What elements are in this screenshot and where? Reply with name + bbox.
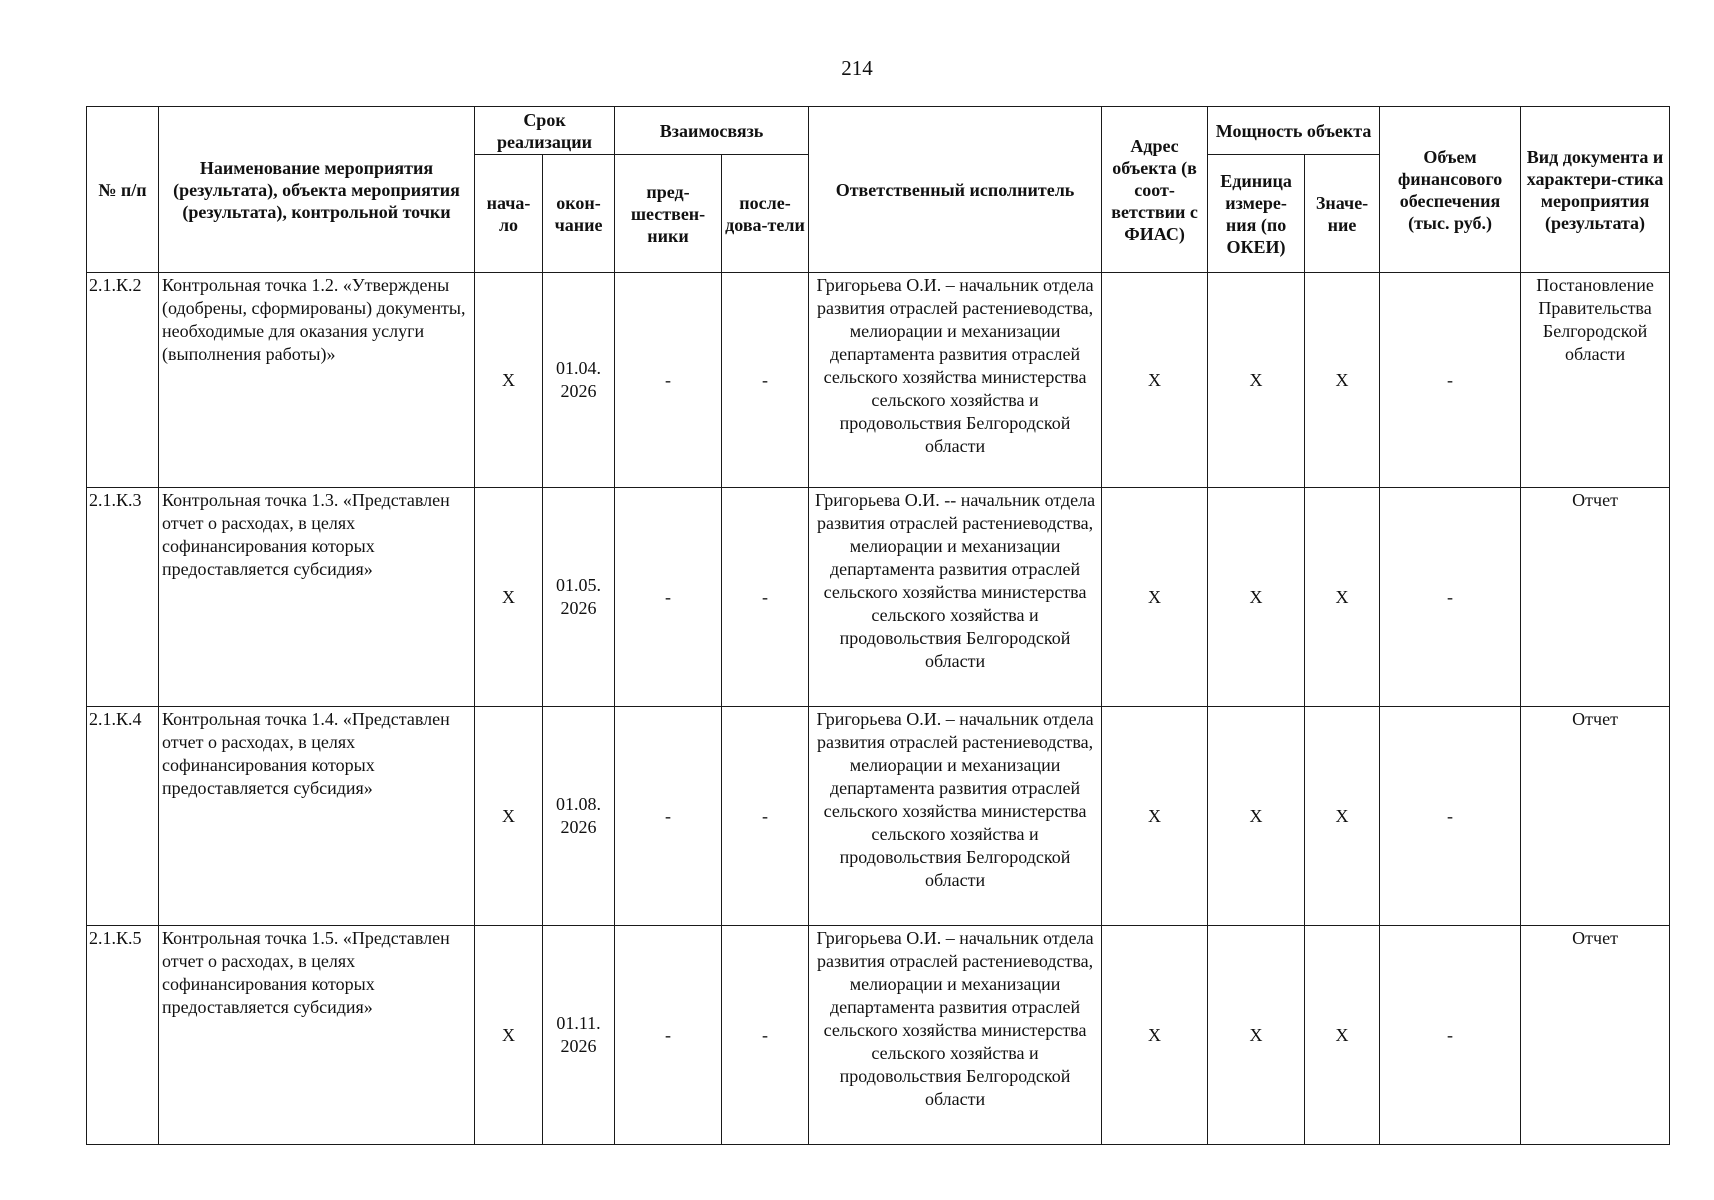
row-prev: -	[615, 273, 722, 488]
row-end: 01.11. 2026	[543, 926, 615, 1145]
row-start: X	[475, 926, 543, 1145]
row-address: X	[1102, 707, 1208, 926]
header-name: Наименование мероприятия (результата), объекта мероприятия (результата), контрольной точки	[159, 107, 475, 273]
header-financing: Объем финансового обеспечения (тыс. руб.)	[1380, 107, 1521, 273]
row-end: 01.04. 2026	[543, 273, 615, 488]
row-start: X	[475, 488, 543, 707]
row-financing: -	[1380, 926, 1521, 1145]
table-row	[87, 273, 1670, 488]
table-row	[87, 926, 1670, 1145]
page-number: 214	[841, 56, 873, 80]
row-value: X	[1305, 488, 1380, 707]
row-doc-type: Отчет	[1521, 926, 1670, 1145]
row-value: X	[1305, 273, 1380, 488]
header-address: Адрес объекта (в соот-ветствии с ФИАС)	[1102, 107, 1208, 273]
table-row	[87, 488, 1670, 707]
table-body	[87, 273, 1670, 1145]
header-link-prev: пред-шествен-ники	[615, 155, 722, 273]
row-doc-type: Отчет	[1521, 488, 1670, 707]
header-capacity-value: Значе-ние	[1305, 155, 1380, 273]
plan-table	[86, 106, 1670, 1145]
row-prev: -	[615, 926, 722, 1145]
row-responsible: Григорьева О.И. – начальник отдела развития отраслей растениеводства, мелиорации и механизации департамента развития отраслей сельского хозяйства министерства сельского хозяйства и продовольствия Белгородской области	[809, 273, 1102, 488]
row-num: 2.1.К.2	[87, 273, 159, 488]
row-doc-type: Постановление Правительства Белгородской области	[1521, 273, 1670, 488]
row-name: Контрольная точка 1.5. «Представлен отчет о расходах, в целях софинансирования которых предоставляется субсидия»	[159, 926, 475, 1145]
row-next: -	[722, 273, 809, 488]
row-num: 2.1.К.3	[87, 488, 159, 707]
row-address: X	[1102, 273, 1208, 488]
header-term-start: нача-ло	[475, 155, 543, 273]
row-start: X	[475, 707, 543, 926]
row-name: Контрольная точка 1.2. «Утверждены (одобрены, сформированы) документы, необходимые для оказания услуги (выполнения работы)»	[159, 273, 475, 488]
row-financing: -	[1380, 707, 1521, 926]
row-prev: -	[615, 488, 722, 707]
row-num: 2.1.К.4	[87, 707, 159, 926]
row-unit: X	[1208, 488, 1305, 707]
header-capacity-unit: Единица измере-ния (по ОКЕИ)	[1208, 155, 1305, 273]
header-doc-type: Вид документа и характери-стика мероприятия (результата)	[1521, 107, 1670, 273]
row-unit: X	[1208, 273, 1305, 488]
row-address: X	[1102, 488, 1208, 707]
row-unit: X	[1208, 926, 1305, 1145]
row-responsible: Григорьева О.И. -- начальник отдела развития отраслей растениеводства, мелиорации и механизации департамента развития отраслей сельского хозяйства министерства сельского хозяйства и продовольствия Белгородской области	[809, 488, 1102, 707]
table-header	[87, 107, 1670, 273]
row-name: Контрольная точка 1.4. «Представлен отчет о расходах, в целях софинансирования которых предоставляется субсидия»	[159, 707, 475, 926]
row-next: -	[722, 488, 809, 707]
row-end: 01.08. 2026	[543, 707, 615, 926]
row-financing: -	[1380, 273, 1521, 488]
row-value: X	[1305, 707, 1380, 926]
row-responsible: Григорьева О.И. – начальник отдела развития отраслей растениеводства, мелиорации и механизации департамента развития отраслей сельского хозяйства министерства сельского хозяйства и продовольствия Белгородской области	[809, 926, 1102, 1145]
row-next: -	[722, 707, 809, 926]
header-term: Срок реализации	[475, 107, 615, 155]
header-capacity: Мощность объекта	[1208, 107, 1380, 155]
header-link: Взаимосвязь	[615, 107, 809, 155]
row-num: 2.1.К.5	[87, 926, 159, 1145]
row-financing: -	[1380, 488, 1521, 707]
row-unit: X	[1208, 707, 1305, 926]
row-next: -	[722, 926, 809, 1145]
header-link-next: после-дова-тели	[722, 155, 809, 273]
header-num: № п/п	[87, 107, 159, 273]
header-responsible: Ответственный исполнитель	[809, 107, 1102, 273]
row-responsible: Григорьева О.И. – начальник отдела развития отраслей растениеводства, мелиорации и механизации департамента развития отраслей сельского хозяйства министерства сельского хозяйства и продовольствия Белгородской области	[809, 707, 1102, 926]
row-end: 01.05. 2026	[543, 488, 615, 707]
row-prev: -	[615, 707, 722, 926]
row-name: Контрольная точка 1.3. «Представлен отчет о расходах, в целях софинансирования которых предоставляется субсидия»	[159, 488, 475, 707]
row-value: X	[1305, 926, 1380, 1145]
header-term-end: окон-чание	[543, 155, 615, 273]
row-address: X	[1102, 926, 1208, 1145]
table-row	[87, 707, 1670, 926]
row-start: X	[475, 273, 543, 488]
row-doc-type: Отчет	[1521, 707, 1670, 926]
